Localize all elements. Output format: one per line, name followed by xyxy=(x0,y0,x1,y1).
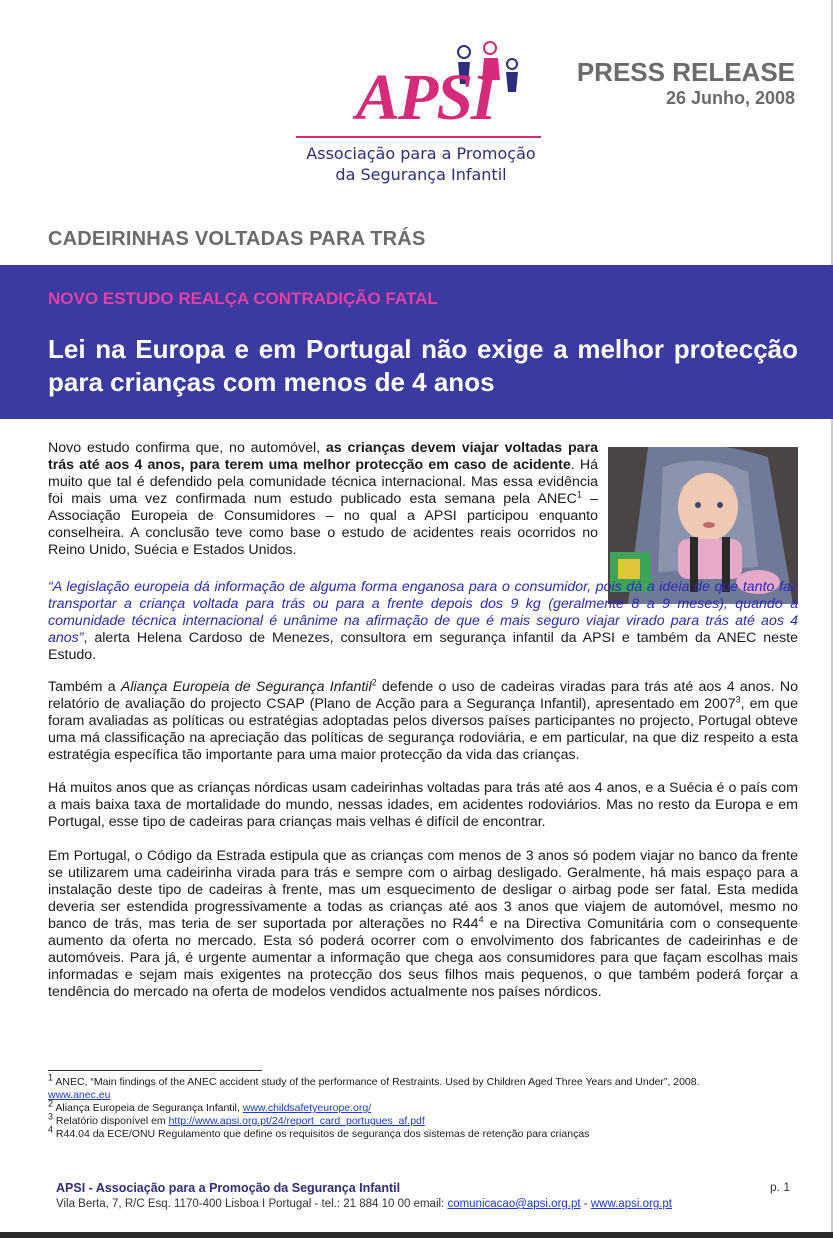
p2-text: , alerta Helena Cardoso de Menezes, consultora em segurança infantil da APSI e também da ANEC neste Estudo. xyxy=(48,630,798,663)
footnotes xyxy=(48,1072,808,1141)
footer-org-name: APSI - Associação para a Promoção da Segurança Infantil xyxy=(56,1181,401,1195)
paragraph-3 xyxy=(48,679,798,764)
footnote-4-number: 4 xyxy=(48,1124,54,1135)
footnote-3-link[interactable]: http://www.apsi.org.pt/24/report_card_portugues_af.pdf xyxy=(168,1115,425,1127)
footnote-2-link[interactable]: www.childsafetyeurope.org/ xyxy=(242,1102,372,1114)
paragraph-1 xyxy=(48,440,598,559)
bottom-border xyxy=(0,1232,833,1238)
p3-italic: Aliança Europeia de Segurança Infantil xyxy=(120,679,372,695)
footnote-divider xyxy=(48,1070,262,1071)
logo-letters: APSI xyxy=(356,61,495,134)
p1-text-b: . Há muito que tal é defendido pela comunidade técnica internacional. Mas essa evidência foi mais uma vez confirmada num estudo publicado esta semana pela ANEC xyxy=(48,457,598,507)
paragraph-4: Há muitos anos que as crianças nórdicas usam cadeirinhas voltadas para trás até aos 4 anos, e a Suécia é o país com a mais baixa taxa de mortalidade do mundo, nessas idades, em acidentes rodoviários. Mas no resto da Europa e em Portugal, esse tipo de cadeiras para crianças mais velhas é difícil de encontrar. xyxy=(48,780,798,830)
logo-org-line1: Associação para a Promoção xyxy=(306,144,536,163)
footnote-2 xyxy=(48,1098,808,1115)
apsi-logo xyxy=(296,40,546,190)
page-number: p. 1 xyxy=(769,1180,790,1194)
p3-text-c: , em que foram avaliadas as políticas ou estratégias adoptadas pelos diversos países participantes no projecto, Portugal obteve uma má classificação na apreciação das políticas de segurança rodoviária, e em particular, na que diz respeito a esta estratégia específica tão importante para uma maior protecção da vida das crianças. xyxy=(48,696,798,763)
footnote-4-text: R44.04 da ECE/ONU Regulamento que define os requisitos de segurança dos sistemas de retenção para crianças xyxy=(53,1128,590,1140)
footnote-ref-2: 2 xyxy=(371,677,377,688)
footnote-1-link-row xyxy=(48,1089,808,1102)
paragraph-2 xyxy=(48,579,798,664)
paragraph-5 xyxy=(48,848,798,1001)
footnote-1-link[interactable]: www.anec.eu xyxy=(48,1089,111,1101)
p2-quote: “A legislação europeia dá informação de alguma forma enganosa para o consumidor, pois dá a ideia de que tanto faz transportar a criança voltada para trás ou para a frente depois dos 9 kg (geralmente 8 a 9 meses), quando a comunidade técnica internacional é unânime na afirmação de que é mais seguro viajar virado para trás até aos 4 anos” xyxy=(48,579,798,646)
footnote-2-number: 2 xyxy=(48,1098,54,1109)
headline-banner xyxy=(0,265,833,419)
p3-text-b: defende o uso de cadeiras viradas para trás até aos 4 anos. No relatório de avaliação do projecto CSAP (Plano de Acção para a Segurança Infantil), apresentado em 2007 xyxy=(48,679,799,712)
footnote-1 xyxy=(48,1072,808,1089)
footer-address xyxy=(56,1196,796,1212)
footnote-3-number: 3 xyxy=(48,1111,54,1122)
logo-org-line2: da Segurança Infantil xyxy=(335,165,507,184)
p1-text-c: – Associação Europeia de Consumidores – no qual a APSI participou enquanto conselheira. A conclusão teve como base o estudo de acidentes reais ocorridos no Reino Unido, Suécia e Estados Unidos. xyxy=(48,491,598,558)
p1-bold: as crianças devem viajar voltadas para trás até aos 4 anos, para terem uma melhor protecção em caso de acidente xyxy=(48,440,598,473)
p5-text-b: e na Directiva Comunitária com o consequente aumento da oferta no mercado. Esta só poderá ocorrer com o envolvimento dos fabricantes de cadeirinhas e de automóveis. Para já, é urgente aumentar a informação que chega aos consumidores para que façam escolhas mais informadas e sejam mais exigentes na protecção dos seus filhos mais pequenos, o que também poderá forçar a tendência do mercado na oferta de modelos vendidos actualmente nos países nórdicos. xyxy=(48,916,798,1000)
footnote-3 xyxy=(48,1111,808,1128)
banner-headline: Lei na Europa e em Portugal não exige a melhor protecção para crianças com menos de 4 anos xyxy=(48,334,798,397)
logo-org-name xyxy=(296,143,546,185)
footnote-4 xyxy=(48,1124,808,1141)
footer-separator: - xyxy=(580,1198,591,1210)
footnote-1-number: 1 xyxy=(48,1072,54,1083)
p3-text-a: Também a xyxy=(48,679,121,695)
p5-text-a: Em Portugal, o Código da Estrada estipula que as crianças com menos de 3 anos só podem viajar no banco da frente se utilizarem uma cadeirinha virada para trás e sempre com o airbag desligado. Geralmente, há mais espaço para a instalação deste tipo de cadeiras à frente, mas um esquecimento de desligar o airbag pode ser fatal. Esta medida deveria ser estendida progressivamente a todas as crianças até aos 3 anos que viajem de automóvel, mesmo no banco de trás, mas teria de ser suportada por alterações no R44 xyxy=(48,848,798,932)
press-release-date: 26 Junho, 2008 xyxy=(665,88,795,108)
footnote-ref-3: 3 xyxy=(735,694,741,705)
page-footer xyxy=(56,1180,796,1212)
footnote-ref-1: 1 xyxy=(576,489,582,500)
footnote-ref-4: 4 xyxy=(478,914,484,925)
logo-divider xyxy=(296,136,541,138)
footnote-2-text: Aliança Europeia de Segurança Infantil, xyxy=(53,1102,243,1114)
footnote-1-text: ANEC, “Main findings of the ANEC accident study of the performance of Restraints. Used by Children Aged Three Years and Under”, 2008. xyxy=(53,1076,700,1088)
footer-address-text: Vila Berta, 7, R/C Esq. 1170-400 Lisboa I Portugal - tel.: 21 884 10 00 email: xyxy=(56,1198,448,1210)
footer-website-link[interactable]: www.apsi.org.pt xyxy=(590,1198,673,1210)
footer-email-link[interactable]: comunicacao@apsi.org.pt xyxy=(447,1198,581,1210)
kicker-title: CADEIRINHAS VOLTADAS PARA TRÁS xyxy=(48,228,426,250)
p1-text-a: Novo estudo confirma que, no automóvel, xyxy=(48,440,326,456)
press-release-title: PRESS RELEASE xyxy=(576,57,795,87)
press-release-header xyxy=(577,58,795,110)
footnote-3-text: Relatório disponível em xyxy=(53,1115,169,1127)
banner-subtitle: NOVO ESTUDO REALÇA CONTRADIÇÃO FATAL xyxy=(48,289,438,308)
